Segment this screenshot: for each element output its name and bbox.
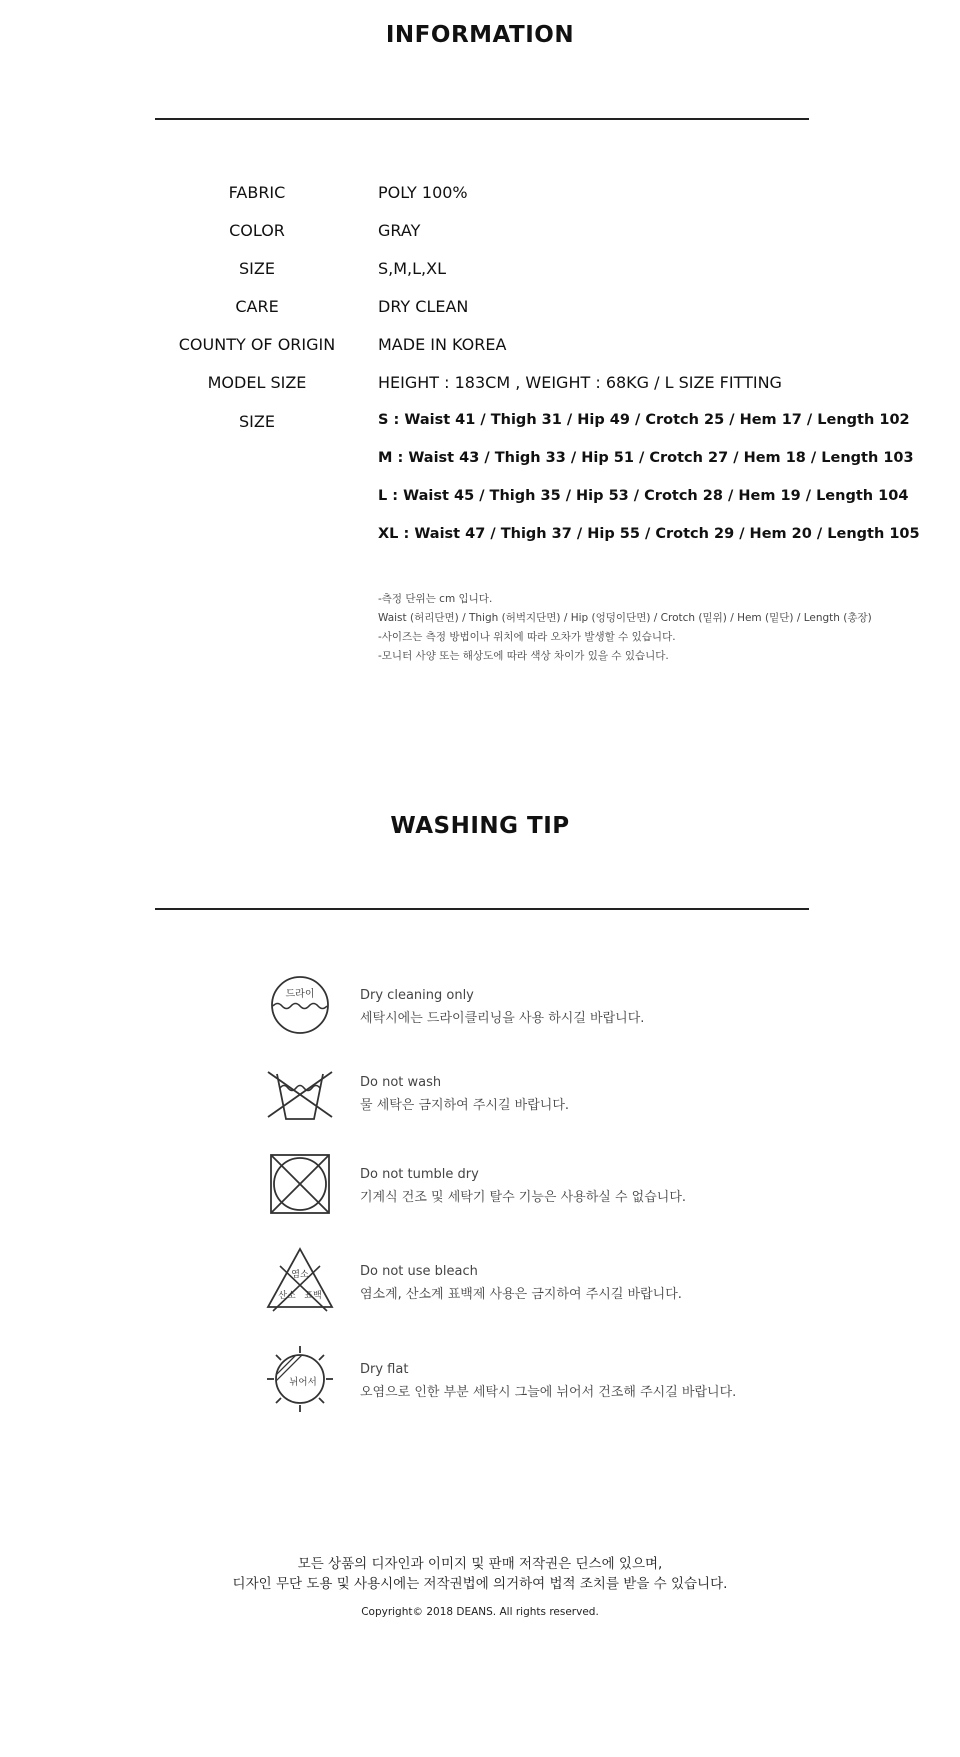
tip-dry-flat-ko: 오염으로 인한 부분 세탁시 그늘에 뉘어서 건조해 주시길 바랍니다. bbox=[360, 1385, 737, 1400]
tip-do-not-wash-en: Do not wash bbox=[360, 1075, 442, 1090]
size-options-label: SIZE bbox=[239, 259, 275, 278]
copyright-notice-line2: 디자인 무단 도용 및 사용시에는 저작권법에 의거하여 법적 조치를 받을 수 있습니다. bbox=[232, 1576, 728, 1592]
copyright-text: Copyright© 2018 DEANS. All rights reserved. bbox=[361, 1606, 599, 1618]
dry-flat-icon-text: 뉘어서 bbox=[289, 1377, 317, 1388]
tip-dry-clean-ko: 세탁시에는 드라이클리닝을 사용 하시길 바랍니다. bbox=[360, 1011, 645, 1026]
size-row-xl: XL : Waist 47 / Thigh 37 / Hip 55 / Crotch 29 / Hem 20 / Length 105 bbox=[378, 526, 920, 542]
fabric-value: POLY 100% bbox=[378, 183, 468, 202]
model-size-value: HEIGHT : 183CM , WEIGHT : 68KG / L SIZE FITTING bbox=[378, 373, 782, 392]
information-divider bbox=[155, 118, 809, 120]
measurement-note: -측정 단위는 cm 입니다. bbox=[378, 593, 493, 605]
size-row-m: M : Waist 43 / Thigh 33 / Hip 51 / Crotch 27 / Hem 18 / Length 103 bbox=[378, 450, 914, 466]
size-row-l: L : Waist 45 / Thigh 35 / Hip 53 / Crotch 28 / Hem 19 / Length 104 bbox=[378, 488, 909, 504]
tip-do-not-bleach-ko: 염소계, 산소계 표백제 사용은 금지하여 주시길 바랍니다. bbox=[360, 1287, 682, 1302]
dry-clean-icon bbox=[265, 970, 335, 1040]
color-value: GRAY bbox=[378, 221, 421, 240]
model-size-label: MODEL SIZE bbox=[207, 373, 307, 392]
origin-value: MADE IN KOREA bbox=[378, 335, 507, 354]
care-label: CARE bbox=[235, 297, 279, 316]
fabric-label: FABRIC bbox=[228, 183, 286, 202]
do-not-wash-icon bbox=[265, 1057, 335, 1127]
bleach-whitening-text: 표백 bbox=[304, 1291, 322, 1301]
care-value: DRY CLEAN bbox=[378, 297, 469, 316]
measurement-note: -사이즈는 측정 방법이나 위치에 따라 오차가 발생할 수 있습니다. bbox=[378, 631, 676, 643]
bleach-oxygen-text: 산소 bbox=[278, 1291, 296, 1301]
measurement-note: -모니터 사양 또는 해상도에 따라 색상 차이가 있을 수 있습니다. bbox=[378, 650, 669, 662]
measurement-note: Waist (허리단면) / Thigh (허벅지단면) / Hip (엉덩이단면) / Crotch (밑위) / Hem (밑단) / Length (총장) bbox=[378, 612, 872, 624]
origin-label: COUNTY OF ORIGIN bbox=[178, 335, 336, 354]
tip-do-not-tumble-dry-ko: 기계식 건조 및 세탁기 탈수 기능은 사용하실 수 없습니다. bbox=[360, 1190, 687, 1205]
tip-do-not-wash-ko: 물 세탁은 금지하여 주시길 바랍니다. bbox=[360, 1098, 570, 1113]
size-row-s: S : Waist 41 / Thigh 31 / Hip 49 / Crotch 25 / Hem 17 / Length 102 bbox=[378, 412, 910, 428]
washing-tip-title: WASHING TIP bbox=[390, 813, 570, 839]
tip-dry-flat-en: Dry flat bbox=[360, 1362, 409, 1377]
size-chart-label: SIZE bbox=[239, 412, 275, 431]
copyright-notice-line1: 모든 상품의 디자인과 이미지 및 판매 저작권은 딘스에 있으며, bbox=[297, 1556, 663, 1572]
do-not-tumble-dry-icon bbox=[265, 1149, 335, 1219]
bleach-chlorine-text: 염소 bbox=[291, 1270, 309, 1280]
tip-do-not-bleach-en: Do not use bleach bbox=[360, 1264, 478, 1279]
do-not-bleach-icon bbox=[265, 1245, 335, 1315]
washing-tip-divider bbox=[155, 908, 809, 910]
size-options-value: S,M,L,XL bbox=[378, 259, 447, 278]
color-label: COLOR bbox=[229, 221, 285, 240]
tip-dry-clean-en: Dry cleaning only bbox=[360, 988, 474, 1003]
dry-flat-icon bbox=[265, 1344, 335, 1414]
tip-do-not-tumble-dry-en: Do not tumble dry bbox=[360, 1167, 479, 1182]
information-title: INFORMATION bbox=[385, 22, 575, 48]
dry-clean-icon-text: 드라이 bbox=[285, 989, 315, 1000]
